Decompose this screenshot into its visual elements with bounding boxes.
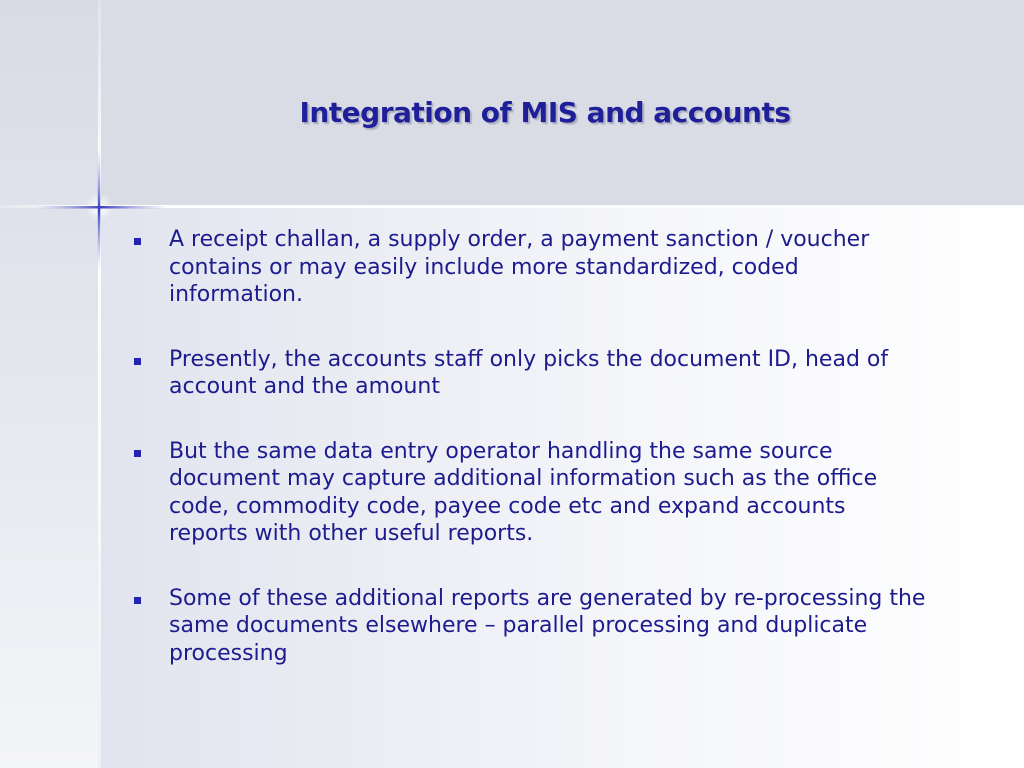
bullet-item (128, 438, 928, 548)
slide-title: Integration of MIS and accounts (299, 96, 791, 129)
bullet-text: Some of these additional reports are generated by re-processing the same documents elsewhere – parallel processing and duplicate processing (169, 585, 926, 666)
bullet-item (128, 226, 928, 309)
square-bullet-icon (134, 358, 141, 365)
left-panel (0, 0, 98, 768)
bullet-item (128, 346, 928, 401)
bullet-text: A receipt challan, a supply order, a payment sanction / voucher contains or may easily include more standardized, coded information. (169, 227, 870, 307)
square-bullet-icon (134, 450, 141, 457)
bullet-item (128, 585, 928, 668)
vertical-divider (98, 0, 101, 768)
square-bullet-icon (134, 597, 141, 604)
bullet-text: Presently, the accounts staff only picks the document ID, head of account and the amount (169, 346, 889, 399)
square-bullet-icon (134, 238, 141, 245)
bullet-text: But the same data entry operator handling the same source document may capture additional information such as the office code, commodity code, payee code etc and expand accounts reports with other useful reports. (169, 438, 878, 546)
bullet-list (128, 226, 928, 704)
